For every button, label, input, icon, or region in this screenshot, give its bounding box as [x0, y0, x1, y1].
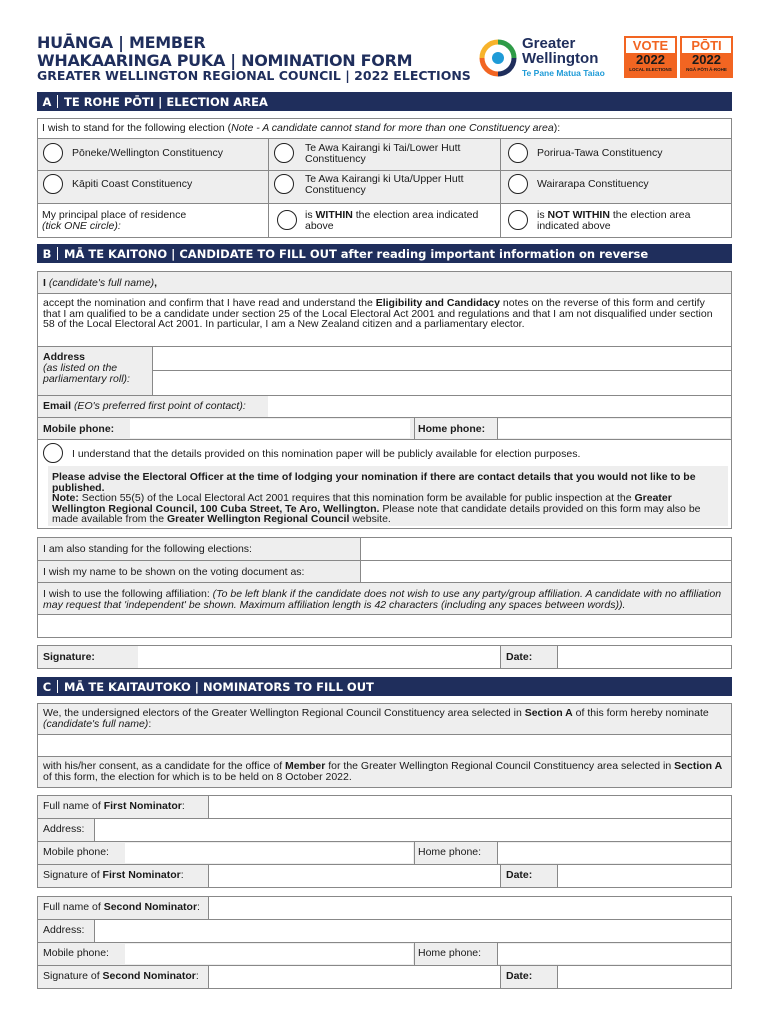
signature-label: Signature: [43, 651, 95, 663]
section-c-header [37, 677, 732, 696]
title-line2: WHAKAARINGA PUKA | NOMINATION FORM [37, 51, 413, 70]
election-intro: I wish to stand for the following election (Note - A candidate cannot stand for more than one Constituency area): [42, 122, 561, 134]
section-a-letter: A [42, 94, 52, 109]
section-c-title: MĀ TE KAITAUTOKO | NOMINATORS TO FILL OUT [64, 679, 374, 694]
section-b-letter: B [42, 246, 52, 261]
radio-upper-hutt[interactable] [274, 174, 294, 194]
section-a-title: TE ROHE PŌTI | ELECTION AREA [64, 94, 268, 109]
section-b-title: MĀ TE KAITONO | CANDIDATE TO FILL OUT after reading important information on reverse [64, 246, 649, 261]
address-label: Address [43, 351, 86, 363]
first-nominator-home-label: Home phone: [418, 846, 482, 858]
signature-field[interactable] [140, 646, 498, 668]
first-nominator-signature-field[interactable] [209, 865, 499, 887]
second-nominator-date-label: Date: [506, 970, 533, 982]
second-nominator-date-field[interactable] [558, 966, 731, 988]
second-nominator-name-field[interactable] [209, 897, 731, 919]
advise-text: Please advise the Electoral Officer at the time of lodging your nomination if there are contact details that you would not like to be published. [52, 471, 696, 494]
first-nominator-address-field[interactable] [95, 819, 731, 841]
home-phone-label: Home phone: [418, 423, 486, 435]
poti-year: 2022 [692, 52, 721, 67]
constituency-porirua: Porirua-Tawa Constituency [537, 147, 663, 159]
residence-label: My principal place of residence [42, 209, 187, 221]
mobile-field[interactable] [130, 419, 410, 438]
checkbox-public[interactable] [43, 443, 63, 463]
affiliation-field[interactable] [38, 615, 731, 637]
email-label: Email (EO's preferred first point of contact): [43, 400, 246, 412]
constituency-upper-hutt: Te Awa Kairangi ki Uta/Upper Hutt Constituency [305, 173, 464, 196]
constituency-lower-hutt: Te Awa Kairangi ki Tai/Lower Hutt Constituency [305, 142, 461, 165]
candidate-name-field[interactable] [200, 273, 730, 292]
constituency-poneke: Pōneke/Wellington Constituency [72, 147, 223, 159]
home-phone-field[interactable] [498, 419, 730, 438]
also-standing-label: I am also standing for the following elections: [43, 543, 252, 555]
accept-statement: accept the nomination and confirm that I have read and understand the Eligibility and Candidacy notes on the reverse of this form and certify that I am qualified to be a candidate under section 25 of the Local Electoral Act 2001 and regulations and that I am not disqualified under section 58 of the Local Electoral Act 2001. In particular, I am a New Zealand citizen and a parliamentary elector. [43, 297, 713, 330]
address-field-2[interactable] [153, 371, 731, 394]
first-nominator-mobile-label: Mobile phone: [43, 846, 109, 858]
radio-kapiti[interactable] [43, 174, 63, 194]
radio-wairarapa[interactable] [508, 174, 528, 194]
title-line3: GREATER WELLINGTON REGIONAL COUNCIL | 2022 ELECTIONS [37, 68, 471, 83]
vote-badge [624, 36, 733, 78]
also-standing-field[interactable] [361, 538, 731, 560]
first-nominator-name-label: Full name of First Nominator: [43, 800, 185, 812]
poti-label: PŌTI [682, 38, 731, 53]
section-c-letter: C [42, 679, 52, 694]
voting-name-field[interactable] [361, 561, 731, 582]
date-field[interactable] [558, 646, 731, 668]
first-nominator-home-field[interactable] [498, 843, 730, 863]
radio-not-within[interactable] [508, 210, 528, 230]
logo-sub: Te Pane Matua Taiao [522, 68, 605, 78]
first-nominator-date-field[interactable] [558, 865, 731, 887]
gw-logo [478, 36, 618, 86]
title-line1: HUĀNGA | MEMBER [37, 33, 206, 52]
note-text: Note: Section 55(5) of the Local Electoral Act 2001 requires that this nomination form be available for public inspection at the Greater Wellington Regional Council, 100 Cuba Street, Te Aro, Wellington. Please note that candidate details provided on this form may also be made available from the Greater Wellington Regional Council website. [52, 492, 701, 525]
radio-porirua[interactable] [508, 143, 528, 163]
public-statement: I understand that the details provided on this nomination paper will be publicly available for election purposes. [72, 448, 581, 460]
vote-year: 2022 [626, 53, 675, 67]
radio-poneke[interactable] [43, 143, 63, 163]
vote-sub: LOCAL ELECTIONS [629, 67, 672, 72]
mobile-label: Mobile phone: [43, 423, 115, 435]
gw-swirl-icon [478, 38, 518, 78]
second-nominator-name-label: Full name of Second Nominator: [43, 901, 200, 913]
poti-sub: NGĀ PŌTI Ā-ROHE [686, 67, 727, 72]
logo-name1: Greater [522, 35, 576, 52]
second-nominator-signature-label: Signature of Second Nominator: [43, 970, 199, 982]
nominate-statement: We, the undersigned electors of the Greater Wellington Regional Council Constituency area selected in Section A of this form hereby nominate (candidate's full name): [43, 707, 709, 730]
first-nominator-name-field[interactable] [209, 796, 731, 818]
vote-label: VOTE [626, 38, 675, 53]
second-nominator-address-label: Address: [43, 924, 85, 936]
residence-hint: (tick ONE circle): [42, 220, 121, 232]
section-a-header [37, 92, 732, 111]
address-field-1[interactable] [153, 347, 731, 370]
second-nominator-home-label: Home phone: [418, 947, 482, 959]
second-nominator-mobile-label: Mobile phone: [43, 947, 109, 959]
logo-name2: Wellington [522, 50, 599, 67]
section-b-header [37, 244, 732, 263]
first-nominator-address-label: Address: [43, 823, 85, 835]
constituency-wairarapa: Wairarapa Constituency [537, 178, 649, 190]
radio-lower-hutt[interactable] [274, 143, 294, 163]
constituency-kapiti: Kāpiti Coast Constituency [72, 178, 193, 190]
voting-name-label: I wish my name to be shown on the voting document as: [43, 566, 305, 578]
address-hint: (as listed on the parliamentary roll): [43, 362, 130, 385]
first-nominator-signature-label: Signature of First Nominator: [43, 869, 184, 881]
affiliation-label: I wish to use the following affiliation: (To be left blank if the candidate does not wish to use any party/group affiliation. A candidate with no affiliation may request that 'independent' be shown. Maximum affiliation length is 42 characters (including any spaces between words)). [43, 588, 722, 611]
second-nominator-address-field[interactable] [95, 920, 731, 942]
first-nominator-mobile-field[interactable] [125, 843, 413, 863]
email-field[interactable] [270, 397, 730, 416]
second-nominator-signature-field[interactable] [209, 966, 499, 988]
date-label: Date: [506, 651, 533, 663]
within-label: is WITHIN the election area indicated above [305, 209, 479, 232]
consent-statement: with his/her consent, as a candidate for the office of Member for the Greater Wellington Regional Council Constituency area selected in Section A of this form, the election for which is to be held on 8 October 2022. [43, 760, 723, 783]
second-nominator-home-field[interactable] [498, 944, 730, 964]
second-nominator-mobile-field[interactable] [125, 944, 413, 964]
radio-within[interactable] [277, 210, 297, 230]
nominee-name-field[interactable] [38, 735, 731, 756]
candidate-name-label: I (candidate's full name), [43, 277, 158, 289]
first-nominator-date-label: Date: [506, 869, 533, 881]
not-within-label: is NOT WITHIN the election area indicated above [537, 209, 691, 232]
